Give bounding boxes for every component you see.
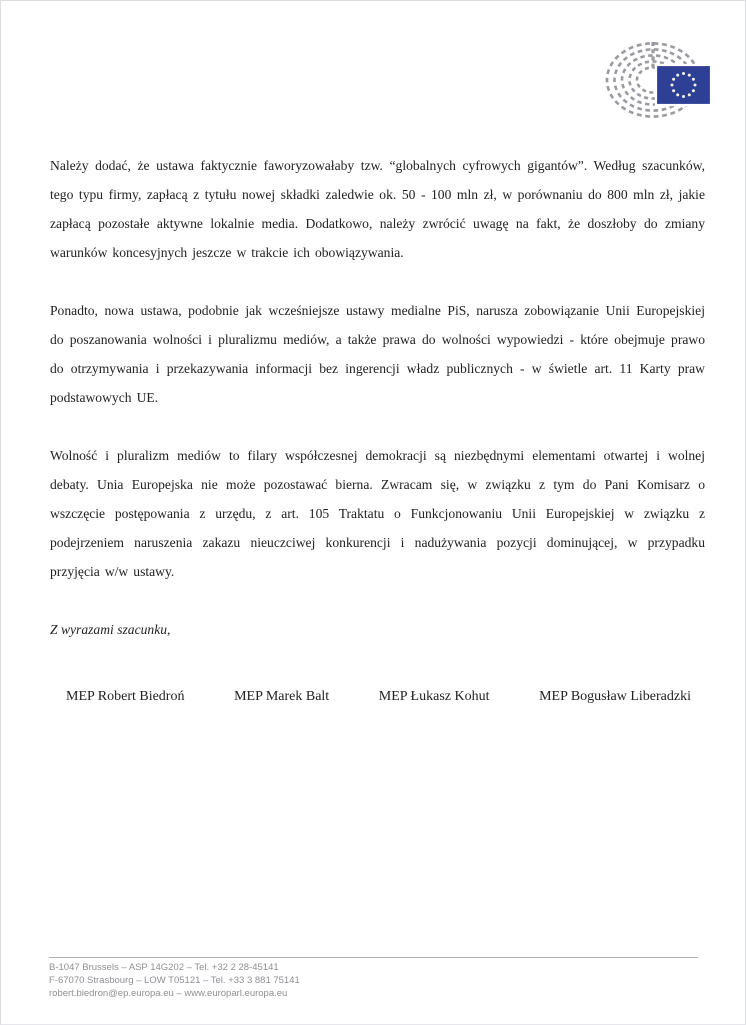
footer-brussels-address: B-1047 Brussels – ASP 14G202 – Tel. +32 2 28-45141: [49, 962, 279, 973]
hemicycle-icon: [603, 39, 715, 121]
signature-row: [50, 688, 705, 706]
footer-contact-line: robert.biedron@ep.europa.eu – www.europarl.europa.eu: [49, 988, 288, 999]
european-parliament-logo: [603, 39, 715, 121]
letter-body: [50, 151, 705, 706]
footer-strasbourg-address: F-67070 Strasbourg – LOW T05121 – Tel. +33 3 881 75141: [49, 975, 300, 986]
letter-paragraph-3: Wolność i pluralizm mediów to filary współczesnej demokracji są niezbędnymi elementami otwartej i wolnej debaty. Unia Europejska nie może pozostawać bierna. Zwracam się, w związku z tym do Pani Komisarz o wszczęcie postępowania z urzędu, z art. 105 Traktatu o Funkcjonowaniu Unii Europejskiej w związku z podejrzeniem naruszenia zakazu nieuczciwej konkurencji i nadużywania pozycji dominującej, w przypadku przyjęcia w/w ustawy.: [50, 448, 705, 579]
eu-flag-icon: [656, 65, 711, 105]
footer-divider: [49, 957, 698, 958]
signatory-name-2: MEP Marek Balt: [234, 689, 330, 704]
signatory-name-4: MEP Bogusław Liberadzki: [539, 689, 691, 704]
letter-closing: Z wyrazami szacunku,: [50, 622, 171, 637]
letter-paragraph-2: Ponadto, nowa ustawa, podobnie jak wcześniejsze ustawy medialne PiS, narusza zobowiązanie Unii Europejskiej do poszanowania wolności i pluralizmu mediów, a także prawa do wolności wypowiedzi - które obejmuje prawo do otrzymywania i przekazywania informacji bez ingerencji władz publicznych - w świetle art. 11 Karty praw podstawowych UE.: [50, 303, 705, 405]
letter-footer: [49, 957, 699, 1000]
letter-paragraph-1: Należy dodać, że ustawa faktycznie faworyzowałaby tzw. “globalnych cyfrowych gigantów”. Według szacunków, tego typu firmy, zapłacą z tytułu nowej składki zaledwie ok. 50 - 100 mln zł, w porównaniu do 800 mln zł, jakie zapłacą pozostałe aktywne lokalnie media. Dodatkowo, należy zwrócić uwagę na fakt, że doszłoby do zmiany warunków koncesyjnych jeszcze w trakcie ich obowiązywania.: [50, 158, 705, 260]
signatory-name-1: MEP Robert Biedroń: [66, 689, 185, 704]
signatory-name-3: MEP Łukasz Kohut: [378, 689, 490, 704]
